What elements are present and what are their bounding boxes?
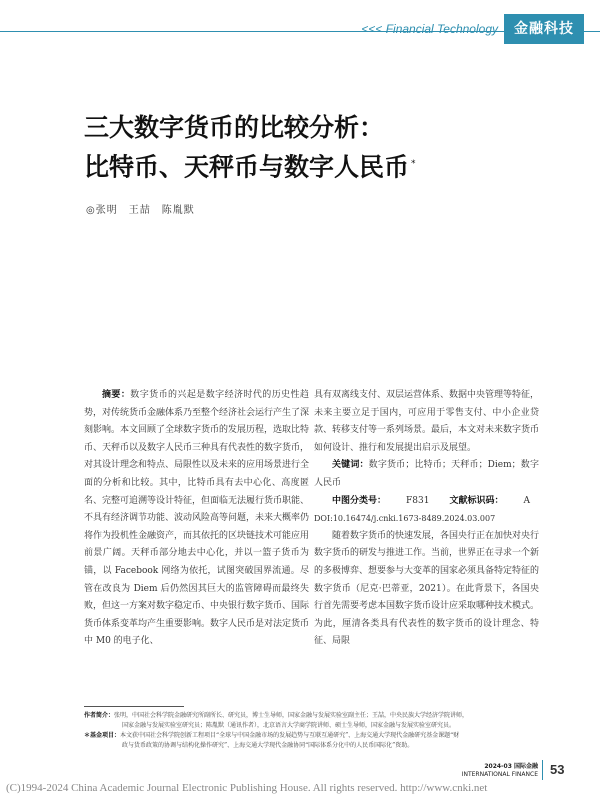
author-bio [84, 711, 534, 721]
journal-issue: 2024-03 国际金融 [484, 763, 538, 770]
abstract-text: 数字货币的兴起是数字经济时代的历史性趋势，对传统货币金融体系乃至整个经济社会运行产生了深刻影响。本文回顾了全球数字货币的发展历程，选取比特币、天秤币以及数字人民币三种具有代表性的数字货币，对其设计理念和特点、局限性以及未来的应用场景进行全面的分析和比较。其中，比特币具有去中心化、高度匿名、完整可追溯等设计特征，但面临无法履行货币职能、不具有经济调节功能、波动风险高等问题，未来大概率仍将作为投机性金融资产，而其依托的区块链技术可能应用前景广阔。天秤币部分地去中心化，并以一篮子货币为锚，以 Facebook 网络为依托，试图突破国界流通。尽管在改良为 Diem 后仍然因其巨大的监管障碍而最终失败，但这一方案对数字稳定币、中央银行数字货币、国际货币体系变革均产生重要影响。数字人民币是对法定货币中 M0 的电子化、 [84, 390, 310, 647]
intro-paragraph: 随着数字货币的快速发展，各国央行正在加快对央行数字货币的研发与推进工作。当前，世界正在寻求一个新的多极博弈、想要参与大变革的国家必须具备特定特征的数字货币（尼克·巴蒂亚，2021）。在此背景下，各国央行首先需要考虑本国数字货币设计应采取哪种技术模式。为此，厘清各类具有代表性的数字货币的设计理念、特征、局限 [314, 530, 540, 647]
footnote-rule [84, 706, 184, 707]
title-footnote-mark: * [411, 159, 416, 169]
section-title-en: <<< Financial Technology [361, 22, 498, 36]
clc-value: F831 [406, 495, 430, 506]
journal-name-en: INTERNATIONAL FINANCE [461, 771, 538, 778]
doc-code-field [449, 496, 530, 506]
author-list: ◎张明 王喆 陈胤默 [86, 205, 195, 216]
abstract-column-right [314, 387, 539, 651]
article-title [84, 110, 416, 185]
fund-note-cont: 政与货币政策的协调与结构化操作研究”、上海交通大学现代金融协同“国际体系分化中的人民币国际化”资助。 [122, 742, 414, 749]
fund-text: 本文获中国社会科学院创新工程项目“全球与中国金融市场的发展趋势与互联互通研究”、上海交通大学现代金融研究基金课题“财 [120, 732, 460, 739]
classification-line [314, 493, 539, 511]
section-tab: 金融科技 [504, 14, 584, 44]
clc-field [332, 496, 429, 506]
doc-code-label: 文献标识码： [449, 495, 504, 506]
keywords-label: 关键词： [332, 460, 369, 471]
keywords [314, 457, 539, 492]
clc-label: 中图分类号： [332, 495, 387, 506]
keywords-text: 数字货币；比特币；天秤币；Diem；数字人民币 [314, 460, 539, 488]
copyright-watermark: (C)1994-2024 China Academic Journal Electronic Publishing House. All rights reserved. http://www.cnki.net [6, 782, 488, 794]
author-bio-label: 作者简介： [84, 712, 115, 719]
doi: DOI:10.16474/j.cnki.1673-8489.2024.03.007 [314, 514, 496, 524]
doc-code-value: A [523, 495, 530, 506]
abstract-column-left [84, 387, 309, 651]
journal-info [462, 763, 538, 779]
footnotes [84, 711, 534, 751]
footer-divider [542, 760, 543, 780]
abstract-label: 摘要： [102, 390, 131, 400]
author-bio-cont: 国家金融与发展实验室研究员；陈胤默（通讯作者），北京语言大学商学院讲师、硕士生导师，国家金融与发展实验室研究员。 [122, 722, 456, 729]
fund-label: ＊基金项目： [84, 732, 121, 739]
fund-note [84, 731, 534, 741]
abstract-continued: 具有双离线支付、双层运营体系、数据中央管理等特征，未来主要立足于国内，可应用于零售支付、中小企业贷款、转移支付等一系列场景。最后，本文对未来数字货币如何设计、推行和发展提出启示及展望。 [314, 390, 540, 453]
author-bio-text: 张明，中国社会科学院金融研究所副所长、研究员，博士生导师，国家金融与发展实验室副主任；王喆，中央民族大学经济学院讲师， [114, 712, 469, 719]
page-number: 53 [550, 762, 565, 777]
title-line-1: 三大数字货币的比较分析： [84, 113, 385, 142]
title-line-2: 比特币、天秤币与数字人民币 [84, 152, 410, 182]
